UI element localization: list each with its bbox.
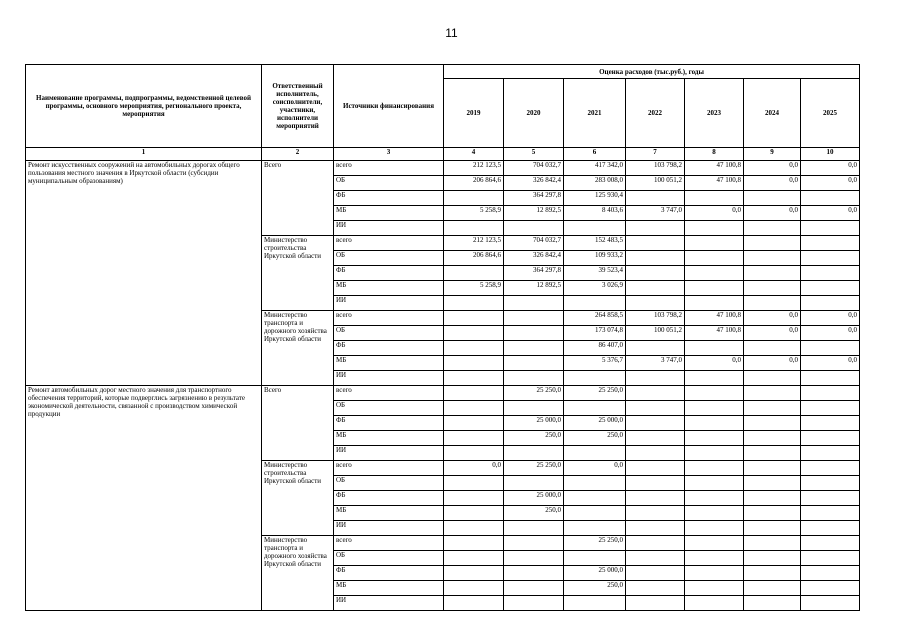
expense-value — [685, 401, 744, 416]
expense-value: 0,0 — [744, 161, 801, 176]
funding-source: всего — [334, 536, 444, 551]
expense-value: 250,0 — [504, 431, 564, 446]
expense-value — [744, 536, 801, 551]
expense-value — [504, 296, 564, 311]
funding-source: ФБ — [334, 416, 444, 431]
expense-value — [504, 536, 564, 551]
expenditure-table — [25, 64, 860, 611]
executor-name: Министерство транспорта и дорожного хозяйства Иркутской области — [262, 311, 334, 386]
funding-source: всего — [334, 311, 444, 326]
expense-value — [685, 416, 744, 431]
expense-value — [744, 221, 801, 236]
funding-source: ФБ — [334, 191, 444, 206]
expense-value — [744, 581, 801, 596]
expense-value — [626, 266, 685, 281]
funding-source: МБ — [334, 206, 444, 221]
expense-value — [744, 491, 801, 506]
expense-value — [444, 311, 504, 326]
expense-value: 173 074,8 — [564, 326, 626, 341]
expense-value — [626, 236, 685, 251]
expense-value — [801, 251, 860, 266]
expense-value — [744, 251, 801, 266]
expense-value: 47 100,8 — [685, 311, 744, 326]
expense-value: 39 523,4 — [564, 266, 626, 281]
expense-value — [444, 491, 504, 506]
column-number: 1 — [26, 148, 262, 161]
expense-value — [685, 476, 744, 491]
expense-value — [685, 221, 744, 236]
expense-value: 212 123,5 — [444, 236, 504, 251]
expense-value: 264 858,5 — [564, 311, 626, 326]
funding-source: ФБ — [334, 341, 444, 356]
header-year: 2020 — [504, 79, 564, 148]
expense-value — [626, 566, 685, 581]
expense-value — [444, 476, 504, 491]
expense-value — [626, 476, 685, 491]
funding-source: МБ — [334, 506, 444, 521]
header-year: 2021 — [564, 79, 626, 148]
expense-value: 250,0 — [504, 506, 564, 521]
expense-value — [504, 326, 564, 341]
expense-value — [626, 371, 685, 386]
expense-value — [801, 416, 860, 431]
expense-value: 0,0 — [444, 461, 504, 476]
expense-value — [626, 221, 685, 236]
expense-value: 0,0 — [801, 176, 860, 191]
funding-source: ОБ — [334, 476, 444, 491]
expense-value: 0,0 — [801, 206, 860, 221]
expense-value — [626, 461, 685, 476]
expense-value — [685, 566, 744, 581]
funding-source: ОБ — [334, 326, 444, 341]
expense-value: 206 864,6 — [444, 176, 504, 191]
expense-value — [504, 311, 564, 326]
expense-value — [801, 236, 860, 251]
expense-value: 8 403,6 — [564, 206, 626, 221]
funding-source: МБ — [334, 581, 444, 596]
header-year: 2024 — [744, 79, 801, 148]
expense-value — [564, 296, 626, 311]
funding-source: ФБ — [334, 266, 444, 281]
expense-value: 212 123,5 — [444, 161, 504, 176]
expense-value — [801, 551, 860, 566]
expense-value — [685, 521, 744, 536]
funding-source: МБ — [334, 281, 444, 296]
expense-value — [744, 191, 801, 206]
expense-value — [685, 341, 744, 356]
expense-value: 250,0 — [564, 581, 626, 596]
expense-value: 25 250,0 — [564, 536, 626, 551]
column-number: 2 — [262, 148, 334, 161]
funding-source: ОБ — [334, 551, 444, 566]
expense-value — [444, 266, 504, 281]
expense-value: 0,0 — [744, 356, 801, 371]
expense-value: 0,0 — [685, 206, 744, 221]
expense-value — [626, 191, 685, 206]
expense-value: 0,0 — [744, 326, 801, 341]
column-number: 8 — [685, 148, 744, 161]
page-number: 11 — [445, 26, 458, 40]
expense-value — [801, 536, 860, 551]
expense-value — [744, 521, 801, 536]
expense-value: 125 930,4 — [564, 191, 626, 206]
expense-value — [801, 221, 860, 236]
expense-value — [801, 461, 860, 476]
expense-value — [744, 431, 801, 446]
funding-source: всего — [334, 161, 444, 176]
expense-value — [801, 581, 860, 596]
expense-value — [685, 596, 744, 611]
executor-name: Министерство транспорта и дорожного хозяйства Иркутской области — [262, 536, 334, 611]
expense-value — [626, 596, 685, 611]
expense-value: 25 250,0 — [504, 386, 564, 401]
expense-value — [744, 401, 801, 416]
expense-value — [744, 446, 801, 461]
expense-value: 283 008,0 — [564, 176, 626, 191]
expense-value — [744, 416, 801, 431]
table-row — [26, 161, 860, 176]
column-number: 3 — [334, 148, 444, 161]
expense-value — [626, 491, 685, 506]
expense-value — [744, 341, 801, 356]
expense-value: 364 297,8 — [504, 266, 564, 281]
expense-value — [744, 551, 801, 566]
expense-value — [801, 281, 860, 296]
expense-value — [801, 386, 860, 401]
expense-value — [801, 596, 860, 611]
expense-value — [744, 566, 801, 581]
expense-value — [626, 536, 685, 551]
column-number: 10 — [801, 148, 860, 161]
expense-value — [801, 401, 860, 416]
header-responsible: Ответственный исполнитель, соисполнители, участники, исполнители мероприятий — [262, 65, 334, 148]
expense-value — [504, 221, 564, 236]
expense-value — [801, 296, 860, 311]
expense-value — [801, 431, 860, 446]
expense-value — [564, 506, 626, 521]
expense-value — [564, 596, 626, 611]
header-year: 2022 — [626, 79, 685, 148]
expense-value — [685, 281, 744, 296]
expense-value — [444, 551, 504, 566]
funding-source: ОБ — [334, 401, 444, 416]
expense-value: 0,0 — [744, 206, 801, 221]
expense-value — [564, 491, 626, 506]
column-number-row — [26, 148, 860, 161]
expense-value — [801, 266, 860, 281]
column-number: 9 — [744, 148, 801, 161]
funding-source: ИИ — [334, 446, 444, 461]
expense-value — [626, 431, 685, 446]
expense-value: 12 892,5 — [504, 281, 564, 296]
expense-value — [564, 401, 626, 416]
expense-value — [685, 371, 744, 386]
expense-value — [744, 371, 801, 386]
expense-value — [626, 296, 685, 311]
expense-value: 47 100,8 — [685, 176, 744, 191]
expense-value: 3 747,0 — [626, 206, 685, 221]
expense-value — [685, 536, 744, 551]
expense-value: 417 342,0 — [564, 161, 626, 176]
expense-value — [744, 236, 801, 251]
expense-value — [444, 596, 504, 611]
funding-source: МБ — [334, 356, 444, 371]
expense-value — [685, 386, 744, 401]
expense-value — [626, 581, 685, 596]
executor-name: Министерство строительства Иркутской области — [262, 461, 334, 536]
expense-value: 5 258,9 — [444, 206, 504, 221]
expense-value — [444, 401, 504, 416]
expense-value: 86 407,0 — [564, 341, 626, 356]
expense-value — [564, 221, 626, 236]
expense-value — [744, 266, 801, 281]
expense-value: 25 000,0 — [504, 491, 564, 506]
expense-value: 704 032,7 — [504, 236, 564, 251]
expense-value: 326 842,4 — [504, 176, 564, 191]
expense-value — [504, 521, 564, 536]
funding-source: ИИ — [334, 521, 444, 536]
expense-value — [564, 476, 626, 491]
header-estimate: Оценка расходов (тыс.руб.), годы — [444, 65, 860, 79]
expense-value — [685, 581, 744, 596]
expense-value — [801, 371, 860, 386]
expense-value — [444, 386, 504, 401]
funding-source: ФБ — [334, 566, 444, 581]
expense-value: 5 376,7 — [564, 356, 626, 371]
header-year: 2019 — [444, 79, 504, 148]
expense-value: 5 258,9 — [444, 281, 504, 296]
expense-value: 0,0 — [744, 311, 801, 326]
expense-value: 25 250,0 — [564, 386, 626, 401]
expense-value — [744, 281, 801, 296]
expense-value — [626, 341, 685, 356]
expense-value — [626, 551, 685, 566]
expense-value: 0,0 — [801, 311, 860, 326]
funding-source: ИИ — [334, 596, 444, 611]
expense-value — [744, 596, 801, 611]
expense-value — [801, 491, 860, 506]
expense-value — [685, 236, 744, 251]
funding-source: ФБ — [334, 491, 444, 506]
funding-source: ИИ — [334, 296, 444, 311]
expense-value — [626, 251, 685, 266]
expense-value — [504, 596, 564, 611]
expense-value — [685, 191, 744, 206]
expense-value: 25 000,0 — [504, 416, 564, 431]
funding-source: ОБ — [334, 176, 444, 191]
expense-value: 0,0 — [801, 356, 860, 371]
expense-value — [444, 536, 504, 551]
header-sources: Источники финансирования — [334, 65, 444, 148]
expense-value: 3 747,0 — [626, 356, 685, 371]
expense-value — [444, 191, 504, 206]
expense-value: 250,0 — [564, 431, 626, 446]
expense-value: 704 032,7 — [504, 161, 564, 176]
header-year: 2025 — [801, 79, 860, 148]
expense-value: 12 892,5 — [504, 206, 564, 221]
expense-value: 47 100,8 — [685, 326, 744, 341]
expense-value — [626, 281, 685, 296]
expense-value — [504, 446, 564, 461]
funding-source: всего — [334, 236, 444, 251]
measure-name: Ремонт автомобильных дорог местного значения для транспортного обеспечения территорий, которые подверглись загрязнению в результате экономической деятельности, связанной с производством химической продукции — [26, 386, 262, 611]
expense-value — [626, 416, 685, 431]
funding-source: ИИ — [334, 371, 444, 386]
column-number: 6 — [564, 148, 626, 161]
executor-name: Всего — [262, 386, 334, 461]
expense-value — [744, 461, 801, 476]
expense-value — [685, 491, 744, 506]
expense-value — [564, 521, 626, 536]
expense-value — [685, 506, 744, 521]
funding-source: ИИ — [334, 221, 444, 236]
expense-value — [444, 326, 504, 341]
executor-name: Всего — [262, 161, 334, 236]
expense-value — [744, 386, 801, 401]
expense-value — [504, 356, 564, 371]
expense-value — [564, 551, 626, 566]
expense-value: 47 100,8 — [685, 161, 744, 176]
expense-value — [685, 446, 744, 461]
column-number: 7 — [626, 148, 685, 161]
expense-value — [444, 506, 504, 521]
expense-value — [685, 251, 744, 266]
expense-value — [444, 356, 504, 371]
header-name: Наименование программы, подпрограммы, ведомственной целевой программы, основного мероприятия, регионального проекта, мероприятия — [26, 65, 262, 148]
expense-value: 25 000,0 — [564, 416, 626, 431]
executor-name: Министерство строительства Иркутской области — [262, 236, 334, 311]
expense-value — [504, 566, 564, 581]
expense-value — [685, 461, 744, 476]
expense-value — [444, 431, 504, 446]
expense-value — [626, 446, 685, 461]
expense-value — [564, 371, 626, 386]
expense-value — [626, 506, 685, 521]
column-number: 4 — [444, 148, 504, 161]
expense-value: 326 842,4 — [504, 251, 564, 266]
expense-value — [444, 521, 504, 536]
expense-value: 0,0 — [685, 356, 744, 371]
expense-value: 206 864,6 — [444, 251, 504, 266]
expense-value: 364 297,8 — [504, 191, 564, 206]
expense-value — [801, 341, 860, 356]
funding-source: всего — [334, 461, 444, 476]
expense-value — [504, 476, 564, 491]
expense-value: 103 798,2 — [626, 161, 685, 176]
expense-value: 100 051,2 — [626, 176, 685, 191]
table-row — [26, 386, 860, 401]
expense-value: 25 250,0 — [504, 461, 564, 476]
column-number: 5 — [504, 148, 564, 161]
expense-value: 103 798,2 — [626, 311, 685, 326]
expense-value — [744, 296, 801, 311]
expense-value — [685, 551, 744, 566]
expense-value — [504, 341, 564, 356]
expense-value — [801, 566, 860, 581]
expense-value — [801, 521, 860, 536]
expense-value — [801, 191, 860, 206]
expense-value — [685, 431, 744, 446]
expense-value — [504, 371, 564, 386]
expense-value: 0,0 — [564, 461, 626, 476]
expense-value: 109 933,2 — [564, 251, 626, 266]
expense-value: 0,0 — [744, 176, 801, 191]
expense-value — [685, 296, 744, 311]
expense-value — [744, 476, 801, 491]
expense-value — [504, 581, 564, 596]
expense-value — [801, 506, 860, 521]
expense-value — [504, 551, 564, 566]
expense-value — [564, 446, 626, 461]
expense-value — [685, 266, 744, 281]
expense-value — [504, 401, 564, 416]
expense-value — [444, 566, 504, 581]
expense-value — [801, 476, 860, 491]
funding-source: МБ — [334, 431, 444, 446]
expense-value — [444, 416, 504, 431]
funding-source: ОБ — [334, 251, 444, 266]
expense-value — [626, 386, 685, 401]
expense-value: 0,0 — [801, 326, 860, 341]
expense-value — [444, 371, 504, 386]
expense-value — [444, 446, 504, 461]
expense-value — [444, 341, 504, 356]
expense-value — [444, 296, 504, 311]
measure-name: Ремонт искусственных сооружений на автомобильных дорогах общего пользования местного значения в Иркутской области (субсидии муниципальным образованиям) — [26, 161, 262, 386]
header-year: 2023 — [685, 79, 744, 148]
expense-value — [444, 221, 504, 236]
expense-value: 100 051,2 — [626, 326, 685, 341]
expense-value: 0,0 — [801, 161, 860, 176]
expense-value — [444, 581, 504, 596]
expense-value: 152 483,5 — [564, 236, 626, 251]
expense-value: 3 026,9 — [564, 281, 626, 296]
funding-source: всего — [334, 386, 444, 401]
expense-value — [801, 446, 860, 461]
expense-value — [626, 401, 685, 416]
expense-value — [744, 506, 801, 521]
expense-value: 25 000,0 — [564, 566, 626, 581]
expense-value — [626, 521, 685, 536]
